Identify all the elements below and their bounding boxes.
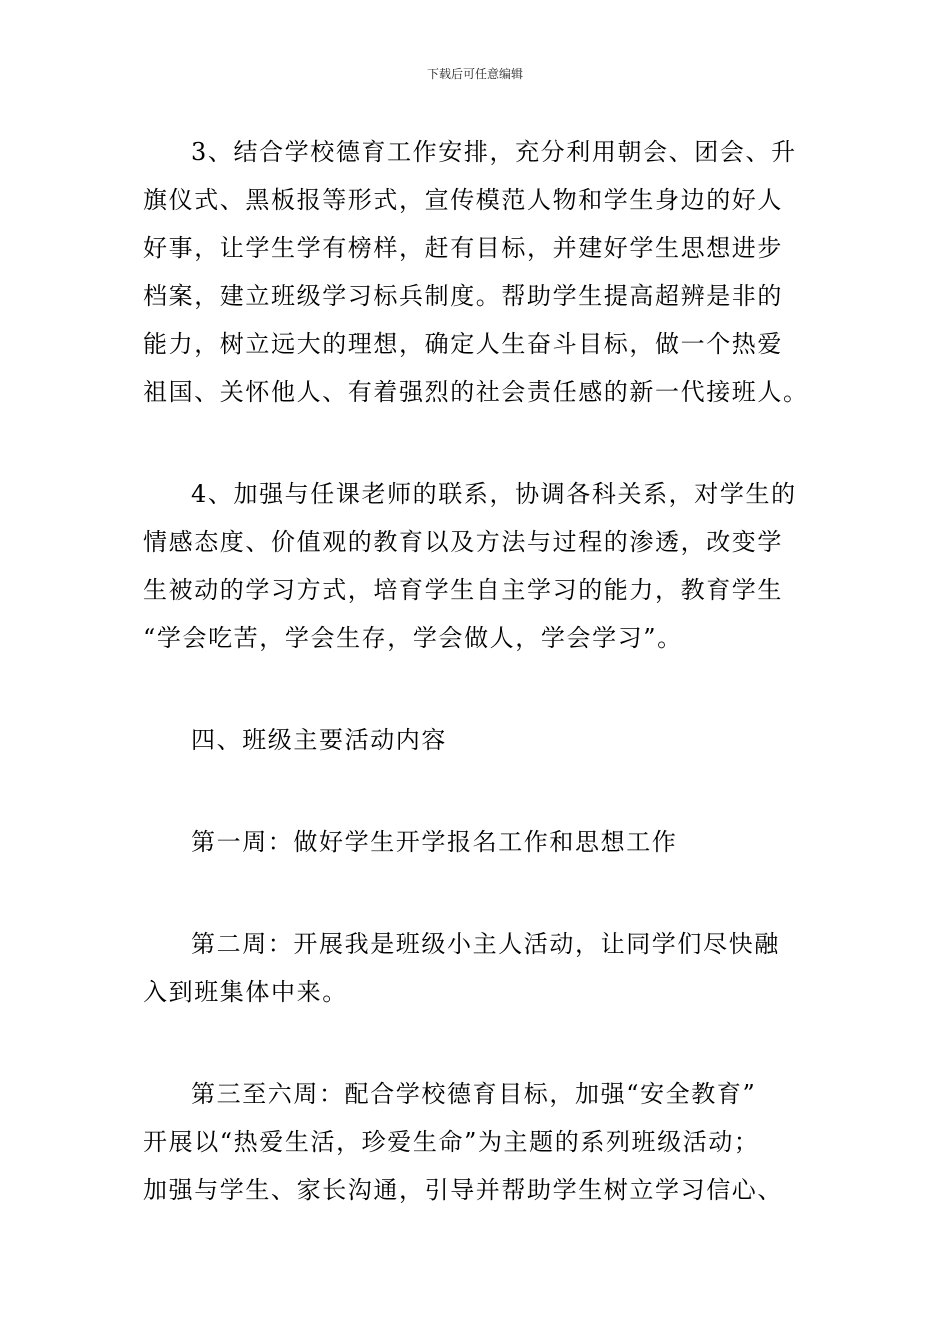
paragraph-item-3: [143, 128, 807, 416]
text-line: “学会吃苦，学会生存，学会做人，学会学习”。: [143, 624, 683, 652]
text-line: 生被动的学习方式，培育学生自主学习的能力，教育学生: [143, 576, 783, 604]
paragraph-spacer: [143, 1016, 807, 1070]
text-line: 第三至六周：配合学校德育目标，加强“安全教育”: [191, 1080, 757, 1108]
paragraph-spacer: [143, 764, 807, 818]
text-line: 第一周：做好学生开学报名工作和思想工作: [191, 828, 678, 856]
text-line: 四、班级主要活动内容: [191, 726, 447, 754]
page-header: 下载后可任意编辑: [426, 67, 523, 81]
paragraph-spacer: [143, 416, 807, 470]
text-line: 加强与学生、家长沟通，引导并帮助学生树立学习信心、: [143, 1176, 783, 1204]
section-heading: [143, 716, 807, 764]
text-line: 4、加强与任课老师的联系，协调各科关系，对学生的: [191, 480, 797, 508]
paragraph-item-4: [143, 470, 807, 662]
paragraph-spacer: [143, 662, 807, 716]
week-2-item: [143, 920, 807, 1016]
text-line: 祖国、关怀他人、有着强烈的社会责任感的新一代接班人。: [143, 378, 809, 406]
text-line: 第二周：开展我是班级小主人活动，让同学们尽快融: [191, 930, 780, 958]
text-line: 入到班集体中来。: [143, 978, 348, 1006]
text-line: 3、结合学校德育工作安排，充分利用朝会、团会、升: [191, 138, 797, 166]
text-line: 开展以“热爱生活，珍爱生命”为主题的系列班级活动；: [143, 1128, 760, 1156]
document-body: [143, 128, 807, 1214]
text-line: 好事，让学生学有榜样，赶有目标，并建好学生思想进步: [143, 234, 783, 262]
text-line: 旗仪式、黑板报等形式，宣传模范人物和学生身边的好人: [143, 186, 783, 214]
text-line: 档案，建立班级学习标兵制度。帮助学生提高超辨是非的: [143, 282, 783, 310]
week-1-item: [143, 818, 807, 866]
text-line: 情感态度、价值观的教育以及方法与过程的渗透，改变学: [143, 528, 783, 556]
paragraph-spacer: [143, 866, 807, 920]
text-line: 能力，树立远大的理想，确定人生奋斗目标，做一个热爱: [143, 330, 783, 358]
week-3-6-item: [143, 1070, 807, 1214]
